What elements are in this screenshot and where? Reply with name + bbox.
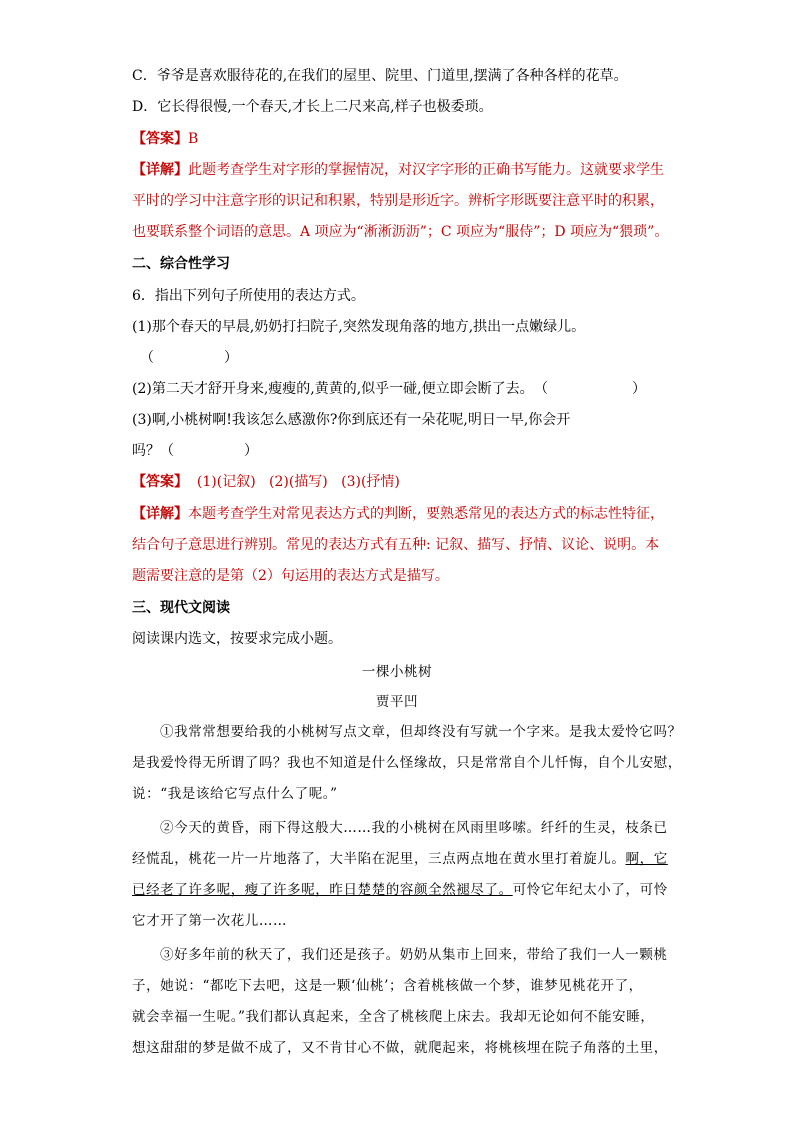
article-author: 贾平凹 (375, 694, 419, 710)
paragraph-1-line: ①我常常想要给我的小桃树写点文章，但却终没有写就一个字来。是我太爱怜它吗？ (160, 724, 682, 740)
answer-label: 【答案】 (132, 474, 188, 490)
q6-explain-line (132, 504, 664, 524)
q6-item-3-cont: 吗？（ ） (132, 443, 258, 459)
article-title: 一棵小桃树 (361, 664, 433, 680)
paragraph-2-line (132, 880, 668, 900)
q5-explain-line: 平时的学习中注意字形的识记和积累，特别是形近字。辨析字形既要注意平时的积累， (132, 193, 664, 209)
explain-text: 此题考查学生对字形的掌握情况，对汉字字形的正确书写能力。这就要求学生 (188, 162, 664, 178)
explain-text: 本题考查学生对常见表达方式的判断，要熟悉常见的表达方式的标志性特征， (188, 506, 664, 522)
paragraph-1-line: 是我爱怜得无所谓了吗？我也不知道是什么怪缘故，只是常常自个儿忏悔，自个儿安慰， (132, 755, 682, 771)
paragraph-3-line: 子，她说：“都吃下去吧，这是一颗‘仙桃’；含着桃核做一个梦，谁梦见桃花开了， (132, 978, 643, 994)
q5-answer (132, 129, 198, 149)
paragraph-3-line: 想这甜甜的梦是做不成了，又不肯甘心不做，就爬起来，将桃核埋在院子角落的土里， (132, 1040, 668, 1056)
paragraph-2-line: ②今天的黄昏，雨下得这般大……我的小桃树在风雨里哆嗦。纤纤的生灵，枝条已 (160, 820, 668, 836)
q6-item-2 (132, 379, 646, 399)
paragraph-3-line: ③好多年前的秋天了，我们还是孩子。奶奶从集市上回来，带给了我们一人一颗桃 (160, 947, 668, 963)
q6-item-1-blank: （ ） (140, 350, 238, 366)
q6-explain-line: 结合句子意思进行辨别。常见的表达方式有五种: 记叙、描写、抒情、议论、说明。本 (132, 537, 660, 553)
answer-label: 【答案】 (132, 131, 188, 147)
q6-item-1: (1)那个春天的早晨,奶奶打扫院子,突然发现角落的地方,拱出一点嫩绿儿。 (132, 319, 586, 335)
option-d: D．它长得很慢,一个春天,才长上二尺来高,样子也极委琐。 (132, 99, 493, 115)
p2-underlined: 已经老了许多呢，瘦了许多呢，昨日楚楚的容颜全然褪尽了。 (132, 882, 513, 898)
paragraph-3-line: 就会幸福一生呢。”我们都认真起来，全含了桃核爬上床去。我却无论如何不能安睡， (132, 1009, 655, 1025)
section2-title: 二、综合性学习 (132, 256, 230, 272)
answer-value: (1)(记叙) (2)(描写) (3)(抒情) (188, 474, 400, 490)
p2-text: 可怜它年纪太小了，可怜 (512, 882, 668, 898)
paragraph-1-line: 说：“我是该给它写点什么了呢。” (132, 786, 338, 802)
section3-title: 三、现代文阅读 (132, 600, 230, 616)
explain-label: 【详解】 (132, 162, 188, 178)
section3-instruction: 阅读课内选文，按要求完成小题。 (132, 631, 342, 647)
item-2-blank: （ ） (534, 381, 646, 397)
answer-value: B (188, 131, 199, 147)
p2-underlined: 啊，它 (625, 851, 668, 867)
q6-answer (132, 472, 400, 492)
option-c: C．爷爷是喜欢服待花的,在我们的屋里、院里、门道里,摆满了各种各样的花草。 (132, 68, 628, 84)
q5-explain-line (132, 160, 664, 180)
q6-item-3: (3)啊,小桃树啊!我该怎么感激你?你到底还有一朵花呢,明日一早,你会开 (132, 412, 571, 428)
paragraph-2-line (132, 849, 668, 869)
q6-stem: 6．指出下列句子所使用的表达方式。 (132, 288, 365, 304)
explain-label: 【详解】 (132, 506, 188, 522)
p2-text: 经慌乱，桃花一片一片地落了，大半陷在泥里，三点两点地在黄水里打着旋儿。 (132, 851, 626, 867)
q6-explain-line: 题需要注意的是第（2）句运用的表达方式是描写。 (132, 568, 449, 584)
item-2-text: (2)第二天才舒开身来,瘦瘦的,黄黄的,似乎一碰,便立即会断了去。 (132, 381, 534, 397)
q5-explain-line: 也要联系整个词语的意思。A 项应为“淅淅沥沥”；C 项应为“服侍”；D 项应为“猥琐”。 (132, 224, 669, 240)
paragraph-2-line: 它才开了第一次花儿…… (132, 913, 288, 929)
